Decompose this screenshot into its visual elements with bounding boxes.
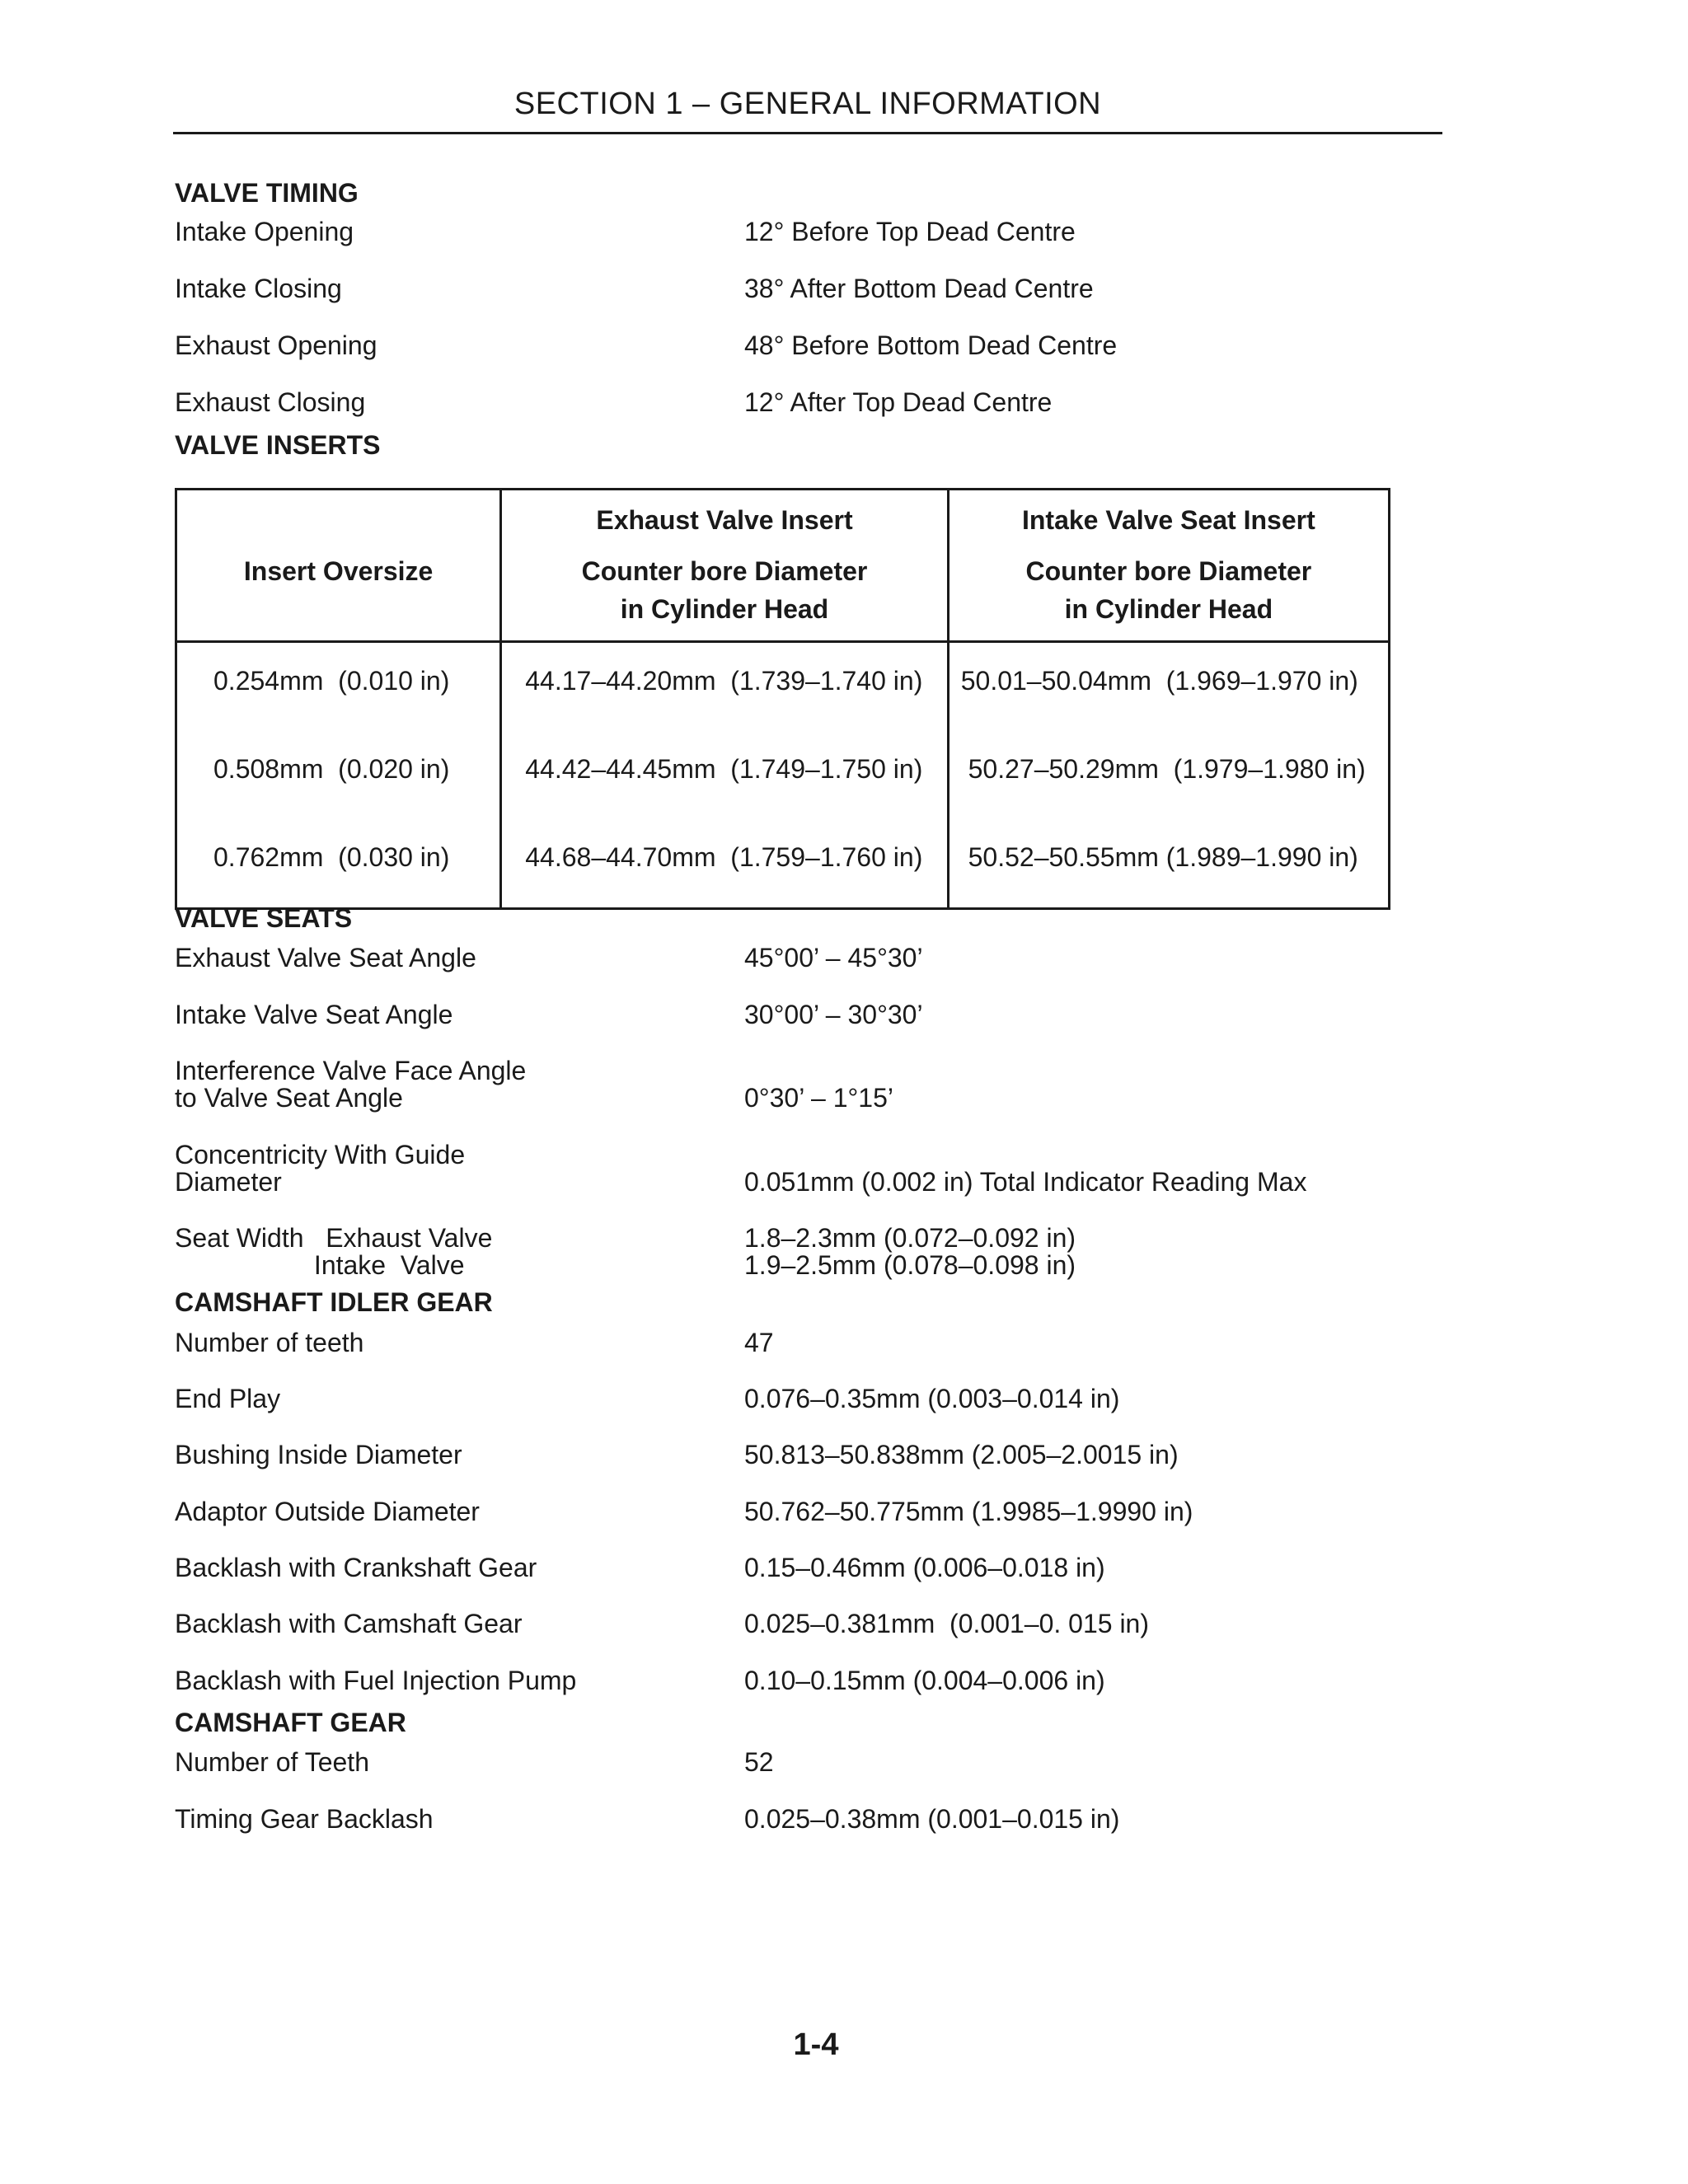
spec-label: Diameter — [175, 1167, 282, 1197]
spec-label: Intake Opening — [175, 217, 354, 246]
spec-value: 30°00’ – 30°30’ — [744, 1000, 923, 1029]
spec-label: Interference Valve Face Angle — [175, 1056, 527, 1085]
header-label: Counter bore Diameter — [1025, 556, 1312, 586]
header-label: in Cylinder Head — [1064, 594, 1273, 624]
header-label: Intake Valve Seat Insert — [1021, 505, 1315, 535]
table-cell: 0.254mm (0.010 in) — [213, 666, 450, 696]
header-rule — [173, 132, 1442, 134]
spec-label: Exhaust Valve Seat Angle — [175, 943, 476, 972]
header-exhaust-valve-insert — [501, 490, 948, 642]
spec-value: 12° After Top Dead Centre — [744, 387, 1053, 417]
spec-value: 1.9–2.5mm (0.078–0.098 in) — [744, 1250, 1076, 1280]
table-cell: 0.762mm (0.030 in) — [213, 842, 450, 872]
valve-inserts-table — [175, 488, 1390, 910]
spec-value: 0.076–0.35mm (0.003–0.014 in) — [744, 1384, 1120, 1413]
spec-label: Backlash with Fuel Injection Pump — [175, 1666, 577, 1695]
header-label: in Cylinder Head — [620, 594, 829, 624]
spec-value: 48° Before Bottom Dead Centre — [744, 330, 1118, 360]
intake-column — [948, 642, 1389, 909]
page-number: 1-4 — [793, 2027, 839, 2062]
spec-label: Concentricity With Guide — [175, 1140, 466, 1169]
spec-label: Number of Teeth — [175, 1747, 369, 1777]
spec-label: Adaptor Outside Diameter — [175, 1497, 480, 1526]
table-cell: 50.01–50.04mm (1.969–1.970 in) — [960, 666, 1358, 696]
spec-value: 12° Before Top Dead Centre — [744, 217, 1076, 246]
spec-label: Intake Closing — [175, 274, 342, 303]
table-cell: 50.52–50.55mm (1.989–1.990 in) — [960, 842, 1358, 872]
table-cell: 44.68–44.70mm (1.759–1.760 in) — [525, 842, 923, 872]
spec-label: Backlash with Crankshaft Gear — [175, 1553, 537, 1582]
spec-value: 45°00’ – 45°30’ — [744, 943, 923, 972]
exhaust-column — [501, 642, 948, 909]
spec-value: 47 — [744, 1328, 774, 1357]
header-intake-valve-seat-insert — [948, 490, 1389, 642]
spec-label: Intake Valve Seat Angle — [175, 1000, 453, 1029]
spec-value: 1.8–2.3mm (0.072–0.092 in) — [744, 1223, 1076, 1253]
spec-label: to Valve Seat Angle — [175, 1083, 403, 1113]
spec-value: 38° After Bottom Dead Centre — [744, 274, 1094, 303]
section-title-valve-seats: VALVE SEATS — [175, 903, 353, 933]
table-cell: 44.42–44.45mm (1.749–1.750 in) — [525, 754, 923, 784]
spec-value: 50.762–50.775mm (1.9985–1.9990 in) — [744, 1497, 1193, 1526]
spec-value: 0.051mm (0.002 in) Total Indicator Reading Max — [744, 1167, 1307, 1197]
spec-label: Seat Width Exhaust Valve — [175, 1223, 493, 1253]
table-cell: 50.27–50.29mm (1.979–1.980 in) — [960, 754, 1366, 784]
section-title-valve-inserts: VALVE INSERTS — [175, 430, 381, 460]
spec-value: 0°30’ – 1°15’ — [744, 1083, 893, 1113]
table-body-row — [176, 642, 1390, 909]
spec-value: 52 — [744, 1747, 774, 1777]
header-label: Exhaust Valve Insert — [596, 505, 853, 535]
header-insert-oversize — [176, 490, 501, 642]
spec-label: Exhaust Opening — [175, 330, 377, 360]
section-title-valve-timing: VALVE TIMING — [175, 178, 359, 208]
oversize-column — [176, 642, 501, 909]
header-label: Counter bore Diameter — [581, 556, 868, 586]
spec-label: Intake Valve — [175, 1250, 465, 1280]
section-title-camshaft-gear: CAMSHAFT GEAR — [175, 1708, 406, 1737]
table-cell: 0.508mm (0.020 in) — [213, 754, 450, 784]
table-header-row — [176, 490, 1390, 642]
spec-label: Timing Gear Backlash — [175, 1804, 434, 1834]
section-title-camshaft-idler-gear: CAMSHAFT IDLER GEAR — [175, 1287, 493, 1317]
spec-label: Backlash with Camshaft Gear — [175, 1609, 523, 1638]
table-cell: 44.17–44.20mm (1.739–1.740 in) — [525, 666, 923, 696]
spec-value: 0.025–0.381mm (0.001–0. 015 in) — [744, 1609, 1149, 1638]
spec-label: Number of teeth — [175, 1328, 364, 1357]
page-header: SECTION 1 – GENERAL INFORMATION — [513, 87, 1102, 121]
spec-value: 0.15–0.46mm (0.006–0.018 in) — [744, 1553, 1105, 1582]
spec-value: 0.025–0.38mm (0.001–0.015 in) — [744, 1804, 1120, 1834]
spec-label: End Play — [175, 1384, 281, 1413]
spec-label: Bushing Inside Diameter — [175, 1440, 462, 1469]
spec-label: Exhaust Closing — [175, 387, 366, 417]
spec-value: 0.10–0.15mm (0.004–0.006 in) — [744, 1666, 1105, 1695]
spec-value: 50.813–50.838mm (2.005–2.0015 in) — [744, 1440, 1179, 1469]
header-label: Insert Oversize — [243, 556, 434, 586]
